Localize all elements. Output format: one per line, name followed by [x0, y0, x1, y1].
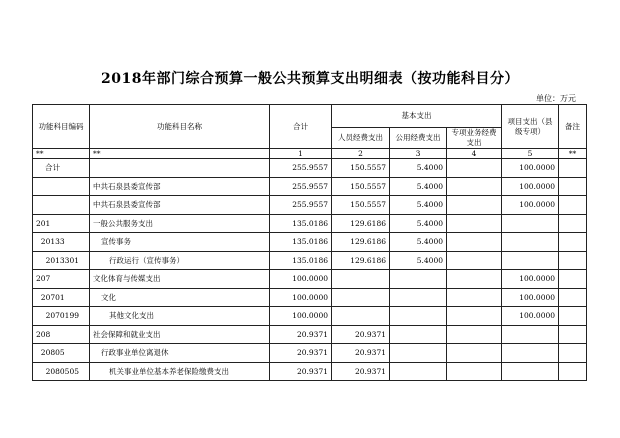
name-cell: 行政运行（宣传事务）	[90, 251, 270, 270]
public-cell: 5.4000	[390, 177, 447, 196]
project-cell	[502, 344, 559, 363]
special-cell	[447, 214, 502, 233]
public-cell	[390, 362, 447, 381]
total-cell: 255.9557	[270, 196, 332, 215]
table-row	[33, 325, 587, 344]
special-cell	[447, 288, 502, 307]
special-cell	[447, 251, 502, 270]
project-cell	[502, 362, 559, 381]
table-row	[33, 159, 587, 178]
name-cell: 文化	[90, 288, 270, 307]
public-cell	[390, 344, 447, 363]
index-cell: **	[90, 149, 270, 159]
project-cell: 100.0000	[502, 196, 559, 215]
personnel-cell: 20.9371	[332, 325, 390, 344]
public-cell: 5.4000	[390, 214, 447, 233]
special-cell	[447, 307, 502, 326]
budget-table	[32, 104, 587, 381]
index-cell: **	[559, 149, 587, 159]
personnel-cell: 129.6186	[332, 233, 390, 252]
code-cell: 208	[33, 325, 90, 344]
name-cell: 宣传事务	[90, 233, 270, 252]
note-cell	[559, 214, 587, 233]
name-cell: 中共石泉县委宣传部	[90, 196, 270, 215]
index-cell: 2	[332, 149, 390, 159]
note-cell	[559, 233, 587, 252]
personnel-cell	[332, 270, 390, 289]
special-cell	[447, 362, 502, 381]
special-cell	[447, 325, 502, 344]
note-cell	[559, 288, 587, 307]
code-cell	[33, 196, 90, 215]
total-cell: 255.9557	[270, 159, 332, 178]
note-cell	[559, 270, 587, 289]
personnel-cell	[332, 288, 390, 307]
public-cell: 5.4000	[390, 233, 447, 252]
personnel-cell: 20.9371	[332, 344, 390, 363]
note-cell	[559, 344, 587, 363]
table-row	[33, 288, 587, 307]
code-cell: 20701	[33, 288, 90, 307]
code-cell: 20133	[33, 233, 90, 252]
table-row	[33, 270, 587, 289]
note-cell	[559, 362, 587, 381]
table-row	[33, 344, 587, 363]
index-cell: **	[33, 149, 90, 159]
name-cell: 文化体育与传媒支出	[90, 270, 270, 289]
table-row	[33, 251, 587, 270]
total-cell: 20.9371	[270, 362, 332, 381]
personnel-cell: 129.6186	[332, 214, 390, 233]
name-cell: 行政事业单位离退休	[90, 344, 270, 363]
total-cell: 100.0000	[270, 288, 332, 307]
header-special: 专项业务经费支出	[447, 128, 502, 149]
special-cell	[447, 177, 502, 196]
header-code: 功能科目编码	[33, 105, 90, 149]
code-cell	[33, 177, 90, 196]
special-cell	[447, 159, 502, 178]
name-cell: 机关事业单位基本养老保险缴费支出	[90, 362, 270, 381]
index-row	[33, 149, 587, 159]
note-cell	[559, 307, 587, 326]
code-cell: 合计	[33, 159, 90, 178]
index-cell: 1	[270, 149, 332, 159]
public-cell: 5.4000	[390, 251, 447, 270]
public-cell	[390, 307, 447, 326]
total-cell: 100.0000	[270, 307, 332, 326]
special-cell	[447, 196, 502, 215]
total-cell: 255.9557	[270, 177, 332, 196]
header-basic: 基本支出	[332, 105, 502, 128]
personnel-cell: 129.6186	[332, 251, 390, 270]
code-cell: 2070199	[33, 307, 90, 326]
project-cell	[502, 325, 559, 344]
total-cell: 20.9371	[270, 325, 332, 344]
unit-label: 单位：万元	[536, 94, 576, 103]
code-cell: 2013301	[33, 251, 90, 270]
public-cell	[390, 288, 447, 307]
personnel-cell: 150.5557	[332, 177, 390, 196]
note-cell	[559, 196, 587, 215]
header-project: 项目支出（县级专项）	[502, 105, 559, 149]
name-cell: 一般公共服务支出	[90, 214, 270, 233]
public-cell	[390, 325, 447, 344]
name-cell: 社会保障和就业支出	[90, 325, 270, 344]
public-cell: 5.4000	[390, 196, 447, 215]
project-cell: 100.0000	[502, 288, 559, 307]
personnel-cell: 150.5557	[332, 159, 390, 178]
code-cell: 2080505	[33, 362, 90, 381]
note-cell	[559, 159, 587, 178]
header-public: 公用经费支出	[390, 128, 447, 149]
index-cell: 4	[447, 149, 502, 159]
header-personnel: 人员经费支出	[332, 128, 390, 149]
code-cell: 201	[33, 214, 90, 233]
project-cell	[502, 233, 559, 252]
special-cell	[447, 344, 502, 363]
project-cell: 100.0000	[502, 270, 559, 289]
special-cell	[447, 270, 502, 289]
total-cell: 20.9371	[270, 344, 332, 363]
note-cell	[559, 325, 587, 344]
special-cell	[447, 233, 502, 252]
total-cell: 135.0186	[270, 214, 332, 233]
header-note: 备注	[559, 105, 587, 149]
project-cell: 100.0000	[502, 159, 559, 178]
personnel-cell: 20.9371	[332, 362, 390, 381]
name-cell: 其他文化支出	[90, 307, 270, 326]
table-row	[33, 214, 587, 233]
project-cell	[502, 214, 559, 233]
project-cell	[502, 251, 559, 270]
total-cell: 135.0186	[270, 251, 332, 270]
total-cell: 135.0186	[270, 233, 332, 252]
header-name: 功能科目名称	[90, 105, 270, 149]
personnel-cell: 150.5557	[332, 196, 390, 215]
index-cell: 5	[502, 149, 559, 159]
name-cell: 中共石泉县委宣传部	[90, 177, 270, 196]
total-cell: 100.0000	[270, 270, 332, 289]
name-cell	[90, 159, 270, 178]
public-cell: 5.4000	[390, 159, 447, 178]
note-cell	[559, 177, 587, 196]
project-cell: 100.0000	[502, 177, 559, 196]
public-cell	[390, 270, 447, 289]
table-row	[33, 196, 587, 215]
personnel-cell	[332, 307, 390, 326]
table-row	[33, 307, 587, 326]
project-cell: 100.0000	[502, 307, 559, 326]
code-cell: 20805	[33, 344, 90, 363]
index-cell: 3	[390, 149, 447, 159]
code-cell: 207	[33, 270, 90, 289]
page-title: 2018年部门综合预算一般公共预算支出明细表（按功能科目分）	[101, 71, 519, 87]
table-row	[33, 177, 587, 196]
table-row	[33, 362, 587, 381]
table-row	[33, 233, 587, 252]
note-cell	[559, 251, 587, 270]
header-total: 合计	[270, 105, 332, 149]
